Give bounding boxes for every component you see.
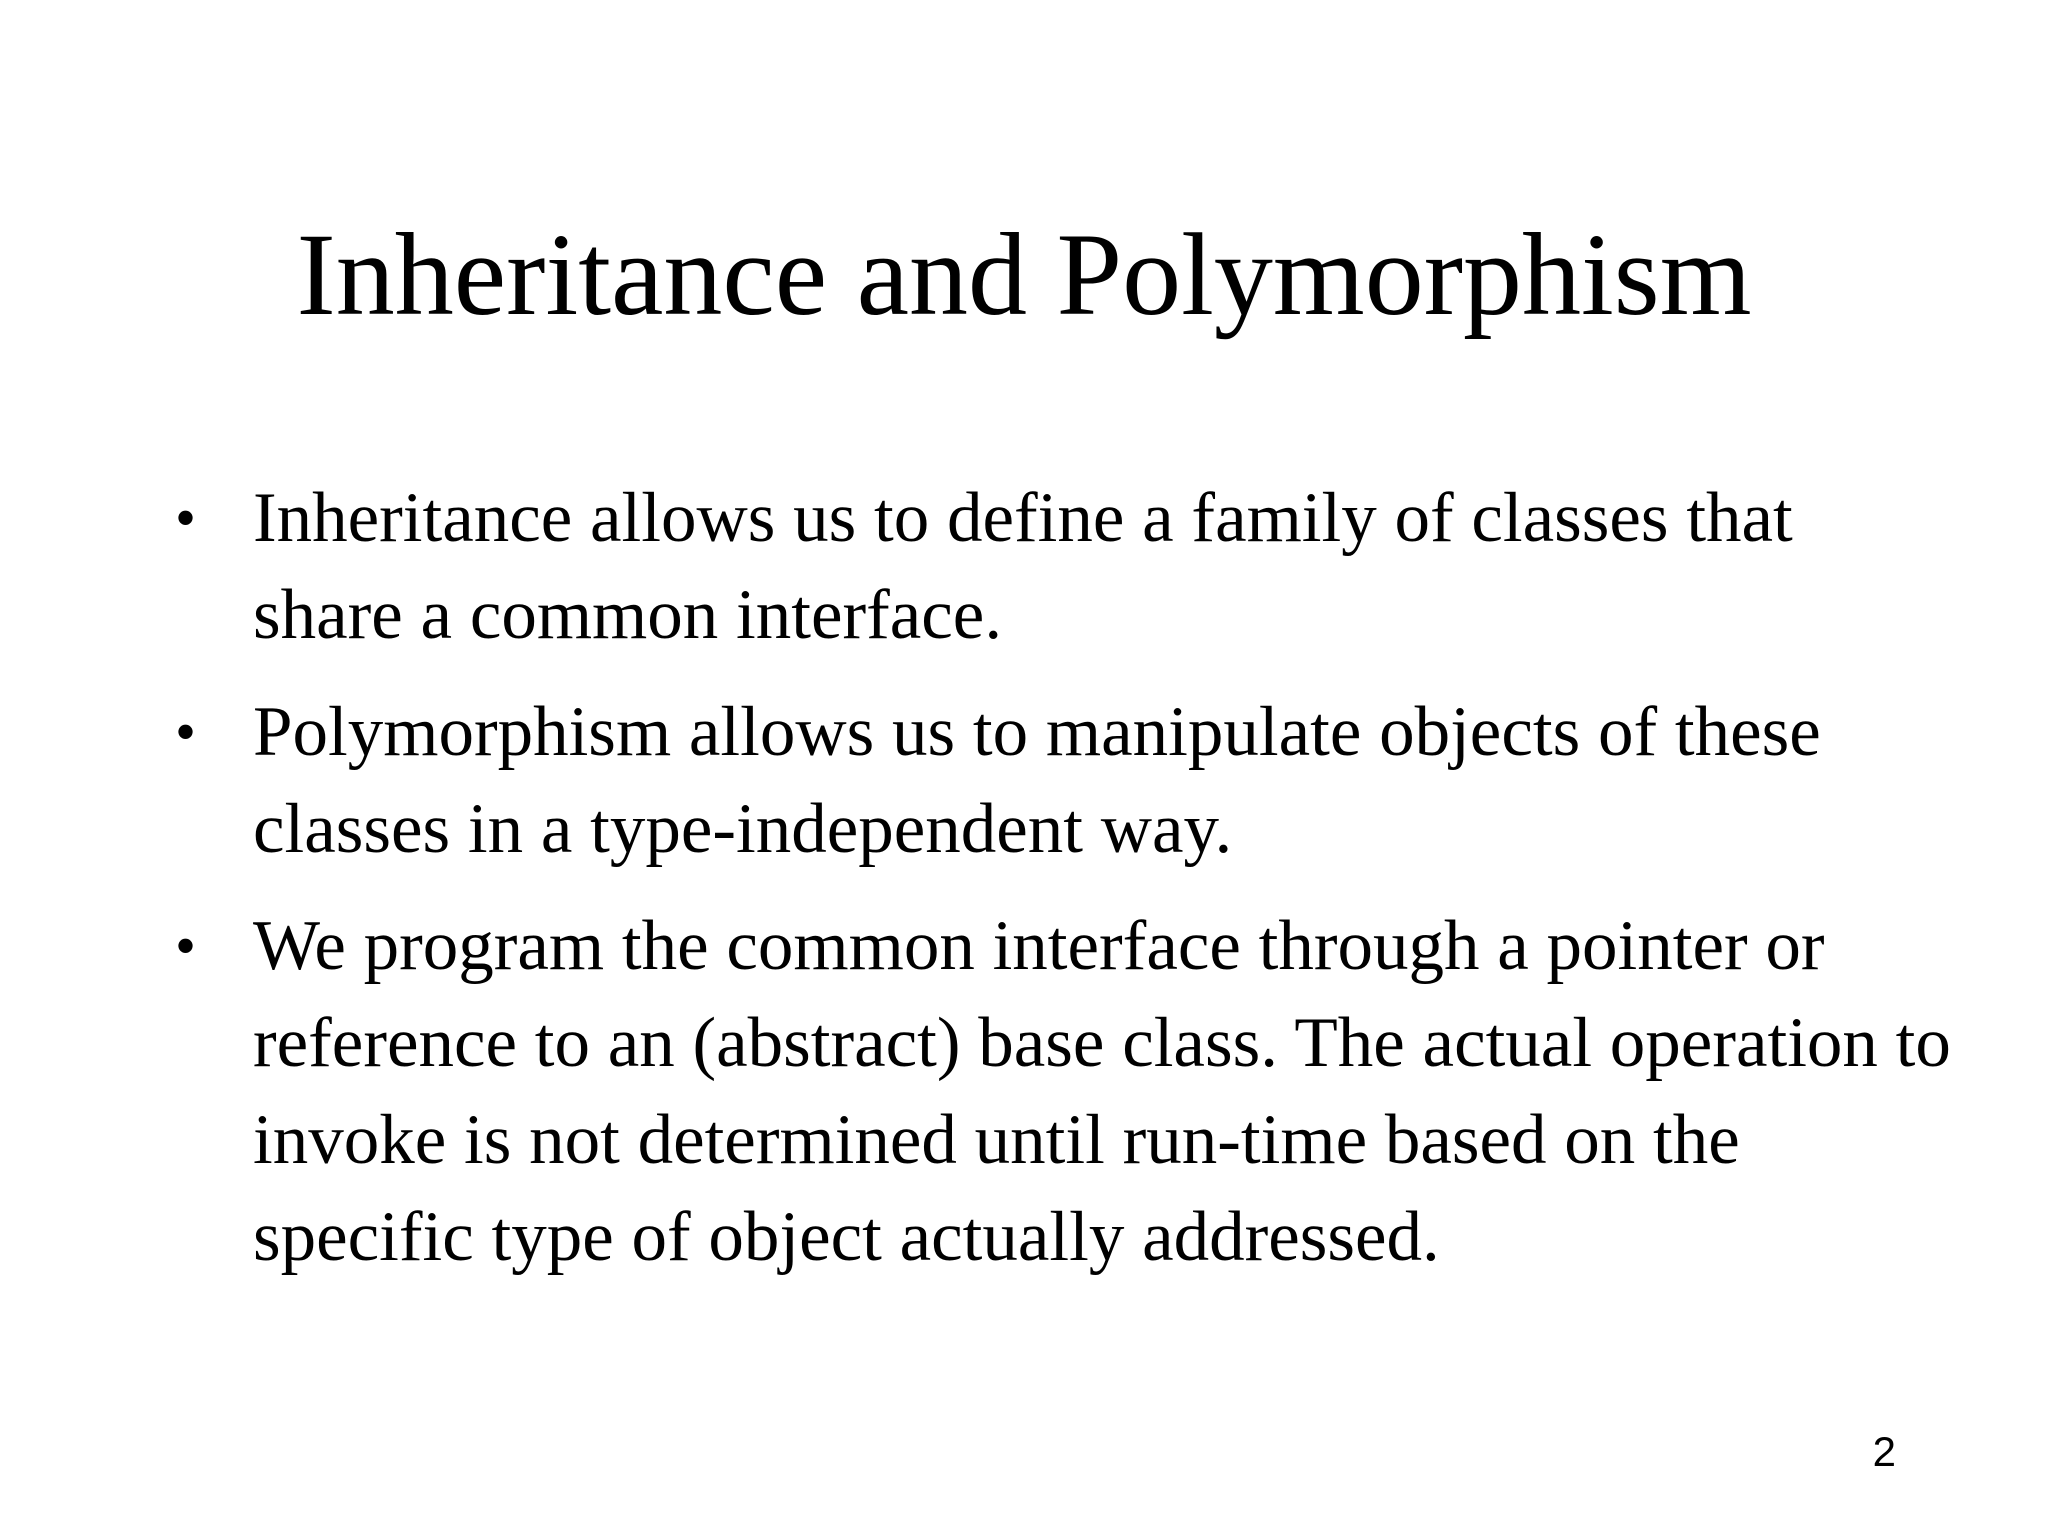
bullet-text: Inheritance allows us to define a family of classes that share a common interface. [253,479,1793,654]
page-number: 2 [1872,1428,1896,1475]
bullet-item-common-interface [175,898,1953,1286]
bullet-dot-icon: • [175,913,197,979]
bullet-dot-icon: • [175,699,197,765]
bullet-item-polymorphism [175,684,1953,878]
bullet-item-inheritance [175,470,1953,664]
bullet-dot-icon: • [175,485,197,551]
bullet-list [175,470,1953,1306]
slide-title: Inheritance and Polymorphism [296,209,1752,340]
bullet-text: We program the common interface through a pointer or reference to an (abstract) base class. The actual operation to invoke is not determined until run-time based on the specific type of object actually addressed. [253,907,1951,1276]
bullet-text: Polymorphism allows us to manipulate objects of these classes in a type-independent way. [253,693,1821,868]
